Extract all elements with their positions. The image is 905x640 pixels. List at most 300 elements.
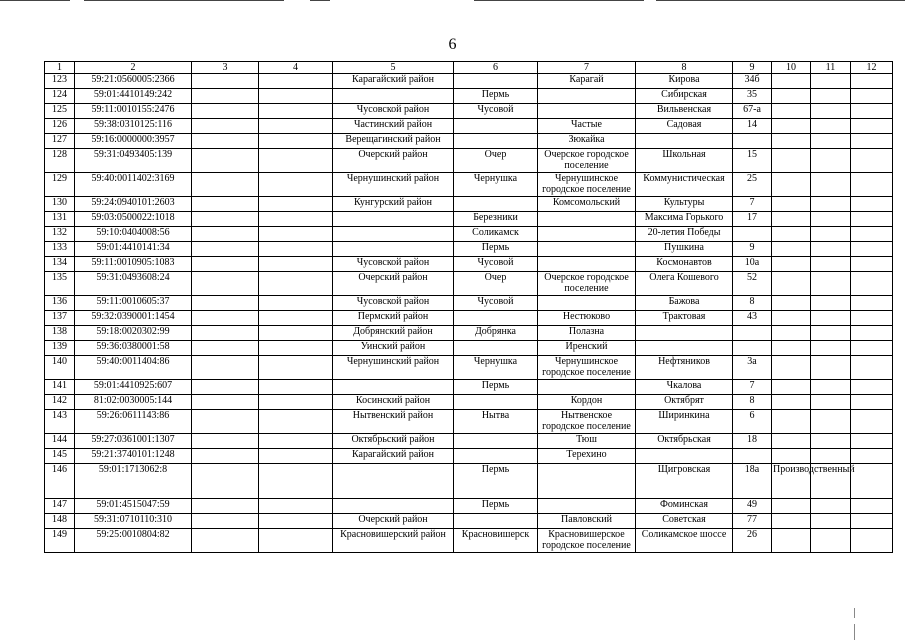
table-row	[45, 149, 893, 173]
cadastral-number-cell: 59:01:1713062:8	[75, 464, 192, 499]
purpose-cell	[772, 257, 811, 272]
table-row	[45, 104, 893, 119]
street-cell	[636, 134, 733, 149]
city-cell	[454, 197, 538, 212]
street-cell: Космонавтов	[636, 257, 733, 272]
column-3-cell	[192, 529, 259, 553]
column-12-cell	[851, 434, 893, 449]
street-cell	[636, 449, 733, 464]
city-cell: Чусовой	[454, 296, 538, 311]
district-cell: Чусовской район	[333, 257, 454, 272]
purpose-cell: Производственный	[772, 464, 811, 499]
cadastral-number-cell: 59:21:0560005:2366	[75, 74, 192, 89]
house-cell: 8	[733, 395, 772, 410]
column-header: 2	[75, 62, 192, 74]
district-cell	[333, 380, 454, 395]
city-cell: Чусовой	[454, 104, 538, 119]
city-cell: Добрянка	[454, 326, 538, 341]
house-cell: 77	[733, 514, 772, 529]
street-cell: Вильвенская	[636, 104, 733, 119]
house-cell: 3а	[733, 356, 772, 380]
district-cell: Очерский район	[333, 272, 454, 296]
row-number-cell: 145	[45, 449, 75, 464]
column-12-cell	[851, 134, 893, 149]
settlement-cell	[538, 104, 636, 119]
cadastral-number-cell: 59:01:4515047:59	[75, 499, 192, 514]
table-row	[45, 341, 893, 356]
column-3-cell	[192, 212, 259, 227]
house-cell: 17	[733, 212, 772, 227]
purpose-cell	[772, 380, 811, 395]
purpose-cell	[772, 326, 811, 341]
column-12-cell	[851, 395, 893, 410]
column-4-cell	[259, 173, 333, 197]
cadastral-number-cell: 59:40:0011402:3169	[75, 173, 192, 197]
column-12-cell	[851, 296, 893, 311]
column-header: 7	[538, 62, 636, 74]
purpose-cell	[772, 529, 811, 553]
column-4-cell	[259, 464, 333, 499]
column-11-cell	[811, 89, 851, 104]
column-12-cell	[851, 149, 893, 173]
row-number-cell: 130	[45, 197, 75, 212]
house-cell: 7	[733, 380, 772, 395]
cadastral-number-cell: 59:01:4410925:607	[75, 380, 192, 395]
cadastral-number-cell: 59:27:0361001:1307	[75, 434, 192, 449]
settlement-cell	[538, 242, 636, 257]
column-11-cell	[811, 514, 851, 529]
row-number-cell: 146	[45, 464, 75, 499]
column-11-cell	[811, 296, 851, 311]
table-row	[45, 410, 893, 434]
column-4-cell	[259, 197, 333, 212]
row-number-cell: 138	[45, 326, 75, 341]
column-4-cell	[259, 529, 333, 553]
column-4-cell	[259, 212, 333, 227]
city-cell	[454, 341, 538, 356]
column-3-cell	[192, 434, 259, 449]
column-4-cell	[259, 311, 333, 326]
street-cell: Ширинкина	[636, 410, 733, 434]
purpose-cell	[772, 395, 811, 410]
house-cell	[733, 449, 772, 464]
row-number-cell: 149	[45, 529, 75, 553]
city-cell	[454, 74, 538, 89]
column-header: 5	[333, 62, 454, 74]
purpose-cell	[772, 434, 811, 449]
column-4-cell	[259, 74, 333, 89]
district-cell	[333, 242, 454, 257]
table-row	[45, 529, 893, 553]
district-cell: Очерский район	[333, 149, 454, 173]
purpose-cell	[772, 410, 811, 434]
cadastral-number-cell: 59:03:0500022:1018	[75, 212, 192, 227]
column-3-cell	[192, 134, 259, 149]
cadastral-number-cell: 59:38:0310125:116	[75, 119, 192, 134]
table-row	[45, 395, 893, 410]
column-11-cell	[811, 529, 851, 553]
column-4-cell	[259, 410, 333, 434]
purpose-cell	[772, 311, 811, 326]
row-number-cell: 135	[45, 272, 75, 296]
city-cell: Чернушка	[454, 173, 538, 197]
district-cell: Чернушинский район	[333, 356, 454, 380]
column-4-cell	[259, 134, 333, 149]
column-11-cell	[811, 134, 851, 149]
top-rule	[84, 0, 284, 1]
settlement-cell	[538, 380, 636, 395]
cadastral-number-cell: 59:16:0000000:3957	[75, 134, 192, 149]
margin-mark	[854, 624, 855, 640]
column-12-cell	[851, 257, 893, 272]
column-3-cell	[192, 242, 259, 257]
column-header: 1	[45, 62, 75, 74]
table-row	[45, 296, 893, 311]
house-cell: 49	[733, 499, 772, 514]
settlement-cell	[538, 499, 636, 514]
cadastral-number-cell: 59:01:4410149:242	[75, 89, 192, 104]
column-11-cell	[811, 326, 851, 341]
district-cell: Пермский район	[333, 311, 454, 326]
table-row	[45, 464, 893, 499]
street-cell: Школьная	[636, 149, 733, 173]
purpose-cell	[772, 149, 811, 173]
row-number-cell: 133	[45, 242, 75, 257]
street-cell	[636, 326, 733, 341]
table-row	[45, 311, 893, 326]
row-number-cell: 128	[45, 149, 75, 173]
row-number-cell: 137	[45, 311, 75, 326]
cadastral-number-cell: 59:31:0493608:24	[75, 272, 192, 296]
settlement-cell: Павловский	[538, 514, 636, 529]
column-12-cell	[851, 410, 893, 434]
column-3-cell	[192, 311, 259, 326]
street-cell: Бажова	[636, 296, 733, 311]
city-cell: Очер	[454, 272, 538, 296]
row-number-cell: 125	[45, 104, 75, 119]
district-cell	[333, 464, 454, 499]
purpose-cell	[772, 212, 811, 227]
city-cell	[454, 449, 538, 464]
column-4-cell	[259, 514, 333, 529]
column-11-cell	[811, 311, 851, 326]
column-header: 10	[772, 62, 811, 74]
district-cell: Кунгурский район	[333, 197, 454, 212]
city-cell: Чернушка	[454, 356, 538, 380]
column-3-cell	[192, 104, 259, 119]
column-12-cell	[851, 326, 893, 341]
district-cell	[333, 499, 454, 514]
street-cell: Сибирская	[636, 89, 733, 104]
column-11-cell	[811, 242, 851, 257]
settlement-cell	[538, 464, 636, 499]
column-3-cell	[192, 74, 259, 89]
cadastral-number-cell: 59:32:0390001:1454	[75, 311, 192, 326]
purpose-cell	[772, 514, 811, 529]
column-11-cell	[811, 104, 851, 119]
column-11-cell	[811, 356, 851, 380]
column-3-cell	[192, 341, 259, 356]
city-cell: Пермь	[454, 499, 538, 514]
city-cell	[454, 134, 538, 149]
column-3-cell	[192, 380, 259, 395]
street-cell: Кирова	[636, 74, 733, 89]
street-cell: Октябрьская	[636, 434, 733, 449]
table-row	[45, 89, 893, 104]
street-cell: Фоминская	[636, 499, 733, 514]
column-header: 9	[733, 62, 772, 74]
column-11-cell	[811, 173, 851, 197]
purpose-cell	[772, 119, 811, 134]
column-4-cell	[259, 434, 333, 449]
settlement-cell	[538, 296, 636, 311]
district-cell: Чусовской район	[333, 104, 454, 119]
column-12-cell	[851, 173, 893, 197]
table-row	[45, 173, 893, 197]
house-cell: 14	[733, 119, 772, 134]
column-header: 12	[851, 62, 893, 74]
column-3-cell	[192, 119, 259, 134]
purpose-cell	[772, 104, 811, 119]
column-3-cell	[192, 395, 259, 410]
column-4-cell	[259, 449, 333, 464]
purpose-cell	[772, 356, 811, 380]
settlement-cell	[538, 227, 636, 242]
cadastral-number-cell: 59:31:0710110:310	[75, 514, 192, 529]
city-cell: Пермь	[454, 380, 538, 395]
district-cell	[333, 89, 454, 104]
column-3-cell	[192, 464, 259, 499]
city-cell: Очер	[454, 149, 538, 173]
column-12-cell	[851, 514, 893, 529]
settlement-cell: Очерское городское поселение	[538, 149, 636, 173]
street-cell: Пушкина	[636, 242, 733, 257]
column-12-cell	[851, 212, 893, 227]
column-4-cell	[259, 296, 333, 311]
column-header: 3	[192, 62, 259, 74]
cadastral-number-cell: 59:24:0940101:2603	[75, 197, 192, 212]
settlement-cell: Кордон	[538, 395, 636, 410]
purpose-cell	[772, 296, 811, 311]
street-cell: Октябрят	[636, 395, 733, 410]
district-cell: Октябрьский район	[333, 434, 454, 449]
column-3-cell	[192, 326, 259, 341]
column-11-cell	[811, 119, 851, 134]
table-row	[45, 119, 893, 134]
street-cell: Трактовая	[636, 311, 733, 326]
settlement-cell: Карагай	[538, 74, 636, 89]
cadastral-number-cell: 59:11:0010155:2476	[75, 104, 192, 119]
column-header: 4	[259, 62, 333, 74]
row-number-cell: 141	[45, 380, 75, 395]
cadastral-number-cell: 59:11:0010605:37	[75, 296, 192, 311]
column-11-cell	[811, 395, 851, 410]
street-cell: Чкалова	[636, 380, 733, 395]
district-cell: Верещагинский район	[333, 134, 454, 149]
row-number-cell: 147	[45, 499, 75, 514]
table-row	[45, 257, 893, 272]
purpose-cell	[772, 499, 811, 514]
street-cell	[636, 341, 733, 356]
district-cell	[333, 227, 454, 242]
column-4-cell	[259, 242, 333, 257]
settlement-cell	[538, 257, 636, 272]
row-number-cell: 126	[45, 119, 75, 134]
settlement-cell: Нытвенское городское поселение	[538, 410, 636, 434]
column-4-cell	[259, 272, 333, 296]
column-3-cell	[192, 173, 259, 197]
house-cell: 8	[733, 296, 772, 311]
district-cell: Карагайский район	[333, 449, 454, 464]
house-cell: 43	[733, 311, 772, 326]
purpose-cell	[772, 272, 811, 296]
cadastral-number-cell: 59:26:0611143:86	[75, 410, 192, 434]
row-number-cell: 134	[45, 257, 75, 272]
district-cell: Карагайский район	[333, 74, 454, 89]
settlement-cell: Чернушинское городское поселение	[538, 173, 636, 197]
house-cell: 6	[733, 410, 772, 434]
city-cell: Пермь	[454, 464, 538, 499]
column-header: 6	[454, 62, 538, 74]
cadastral-number-cell: 59:31:0493405:139	[75, 149, 192, 173]
table-row	[45, 197, 893, 212]
house-cell: 10а	[733, 257, 772, 272]
district-cell: Добрянский район	[333, 326, 454, 341]
column-12-cell	[851, 311, 893, 326]
column-12-cell	[851, 197, 893, 212]
column-11-cell	[811, 410, 851, 434]
column-3-cell	[192, 227, 259, 242]
column-4-cell	[259, 149, 333, 173]
table-row	[45, 326, 893, 341]
city-cell	[454, 311, 538, 326]
column-3-cell	[192, 149, 259, 173]
district-cell: Чусовской район	[333, 296, 454, 311]
column-12-cell	[851, 449, 893, 464]
settlement-cell: Очерское городское поселение	[538, 272, 636, 296]
column-12-cell	[851, 272, 893, 296]
purpose-cell	[772, 89, 811, 104]
column-3-cell	[192, 356, 259, 380]
cadastral-number-cell: 81:02:0030005:144	[75, 395, 192, 410]
settlement-cell: Полазна	[538, 326, 636, 341]
district-cell: Очерский район	[333, 514, 454, 529]
column-11-cell	[811, 434, 851, 449]
house-cell: 18а	[733, 464, 772, 499]
house-cell: 9	[733, 242, 772, 257]
house-cell: 15	[733, 149, 772, 173]
city-cell: Соликамск	[454, 227, 538, 242]
purpose-cell	[772, 341, 811, 356]
column-11-cell	[811, 449, 851, 464]
house-cell: 18	[733, 434, 772, 449]
column-4-cell	[259, 326, 333, 341]
house-cell: 25	[733, 173, 772, 197]
street-cell: 20-летия Победы	[636, 227, 733, 242]
street-cell: Культуры	[636, 197, 733, 212]
column-4-cell	[259, 341, 333, 356]
city-cell	[454, 514, 538, 529]
row-number-cell: 131	[45, 212, 75, 227]
purpose-cell	[772, 242, 811, 257]
column-12-cell	[851, 380, 893, 395]
margin-mark	[854, 608, 855, 618]
column-header: 11	[811, 62, 851, 74]
column-12-cell	[851, 499, 893, 514]
column-11-cell	[811, 197, 851, 212]
district-cell: Нытвенский район	[333, 410, 454, 434]
settlement-cell: Зюкайка	[538, 134, 636, 149]
row-number-cell: 129	[45, 173, 75, 197]
row-number-cell: 139	[45, 341, 75, 356]
district-cell: Косинский район	[333, 395, 454, 410]
cadastral-number-cell: 59:01:4410141:34	[75, 242, 192, 257]
column-12-cell	[851, 341, 893, 356]
settlement-cell: Чернушинское городское поселение	[538, 356, 636, 380]
column-4-cell	[259, 227, 333, 242]
column-3-cell	[192, 296, 259, 311]
table-row	[45, 227, 893, 242]
column-4-cell	[259, 499, 333, 514]
house-cell	[733, 341, 772, 356]
column-12-cell	[851, 529, 893, 553]
column-4-cell	[259, 104, 333, 119]
column-4-cell	[259, 89, 333, 104]
column-3-cell	[192, 197, 259, 212]
settlement-cell: Иренский	[538, 341, 636, 356]
settlement-cell: Тюш	[538, 434, 636, 449]
column-11-cell	[811, 212, 851, 227]
purpose-cell	[772, 134, 811, 149]
house-cell: 67-а	[733, 104, 772, 119]
table-row	[45, 74, 893, 89]
column-12-cell	[851, 227, 893, 242]
column-11-cell	[811, 341, 851, 356]
column-12-cell	[851, 464, 893, 499]
top-rule	[0, 0, 70, 1]
cadastral-number-cell: 59:36:0380001:58	[75, 341, 192, 356]
cadastral-number-cell: 59:11:0010905:1083	[75, 257, 192, 272]
column-header: 8	[636, 62, 733, 74]
table-row	[45, 356, 893, 380]
column-4-cell	[259, 356, 333, 380]
column-4-cell	[259, 395, 333, 410]
column-11-cell	[811, 227, 851, 242]
column-3-cell	[192, 272, 259, 296]
city-cell: Чусовой	[454, 257, 538, 272]
house-cell	[733, 227, 772, 242]
street-cell: Садовая	[636, 119, 733, 134]
house-cell: 7	[733, 197, 772, 212]
cadastral-number-cell: 59:18:0020302:99	[75, 326, 192, 341]
column-3-cell	[192, 514, 259, 529]
column-3-cell	[192, 449, 259, 464]
cadastral-number-cell: 59:40:0011404:86	[75, 356, 192, 380]
column-12-cell	[851, 356, 893, 380]
column-12-cell	[851, 119, 893, 134]
district-cell: Красновишерский район	[333, 529, 454, 553]
column-12-cell	[851, 89, 893, 104]
city-cell: Пермь	[454, 242, 538, 257]
street-cell: Соликамское шоссе	[636, 529, 733, 553]
table-row	[45, 134, 893, 149]
column-11-cell	[811, 74, 851, 89]
row-number-cell: 123	[45, 74, 75, 89]
settlement-cell	[538, 212, 636, 227]
column-12-cell	[851, 242, 893, 257]
district-cell: Частинский район	[333, 119, 454, 134]
column-3-cell	[192, 89, 259, 104]
